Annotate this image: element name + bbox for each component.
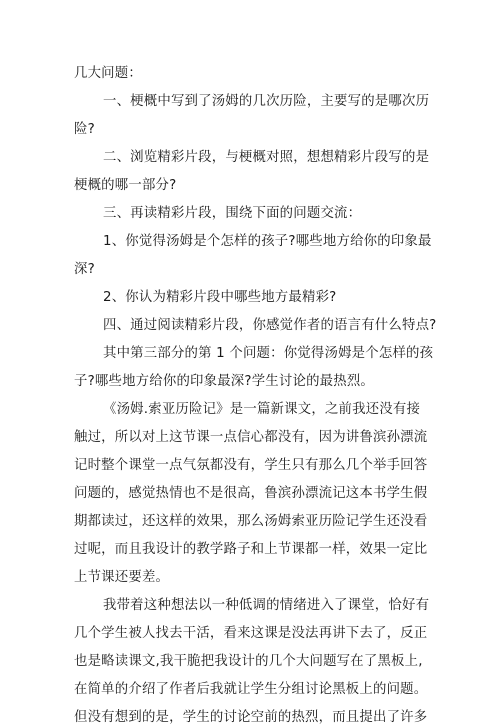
text-line: 期都读过，还这样的效果，那么汤姆索亚历险记学生还没看 (74, 514, 428, 529)
text-line: 在简单的介绍了作者后我就让学生分组讨论黑板上的问题。 (74, 682, 428, 697)
text-line: 记时整个课堂一点气氛都没有，学生只有那么几个举手回答 (74, 458, 428, 473)
text-line: 三、再读精彩片段，围绕下面的问题交流： (103, 206, 362, 221)
text-line: 梗概的哪一部分? (74, 178, 177, 193)
text-line: 上节课还要差。 (74, 570, 170, 585)
text-line: 问题的，感觉热情也不是很高，鲁滨孙漂流记这本书学生假 (74, 486, 428, 501)
text-line: 深? (74, 262, 95, 277)
text-line: 也是略读课文,我干脆把我设计的几个大问题写在了黑板上, (74, 654, 423, 669)
text-line: 险? (74, 122, 95, 137)
text-line: 一、梗概中写到了汤姆的几次历险，主要写的是哪次历 (103, 94, 430, 109)
text-line: 但没有想到的是，学生的讨论空前的热烈，而且提出了许多 (74, 710, 428, 725)
text-line: 触过，所以对上这节课一点信心都没有，因为讲鲁滨孙漂流 (74, 430, 428, 445)
text-line: 子?哪些地方给你的印象最深?学生讨论的最热烈。 (74, 374, 375, 389)
text-line: 2、你认为精彩片段中哪些地方最精彩? (103, 290, 337, 305)
text-line: 几个学生被人找去干活，看来这课是没法再讲下去了，反正 (74, 626, 428, 641)
text-line: 《汤姆.索亚历险记》是一篇新课文，之前我还没有接 (103, 402, 421, 417)
text-line: 我带着这种想法以一种低调的情绪进入了课堂，恰好有 (103, 598, 430, 613)
text-line: 四、通过阅读精彩片段，你感觉作者的语言有什么特点? (103, 318, 437, 333)
text-line: 二、浏览精彩片段，与梗概对照，想想精彩片段写的是 (103, 150, 430, 165)
text-line: 几大问题： (74, 66, 142, 81)
text-line: 1、你觉得汤姆是个怎样的孩子?哪些地方给你的印象最 (103, 234, 432, 249)
text-line: 其中第三部分的第 1 个问题：你觉得汤姆是个怎样的孩 (103, 346, 434, 361)
text-line: 过呢，而且我设计的教学路子和上节课都一样，效果一定比 (74, 542, 428, 557)
